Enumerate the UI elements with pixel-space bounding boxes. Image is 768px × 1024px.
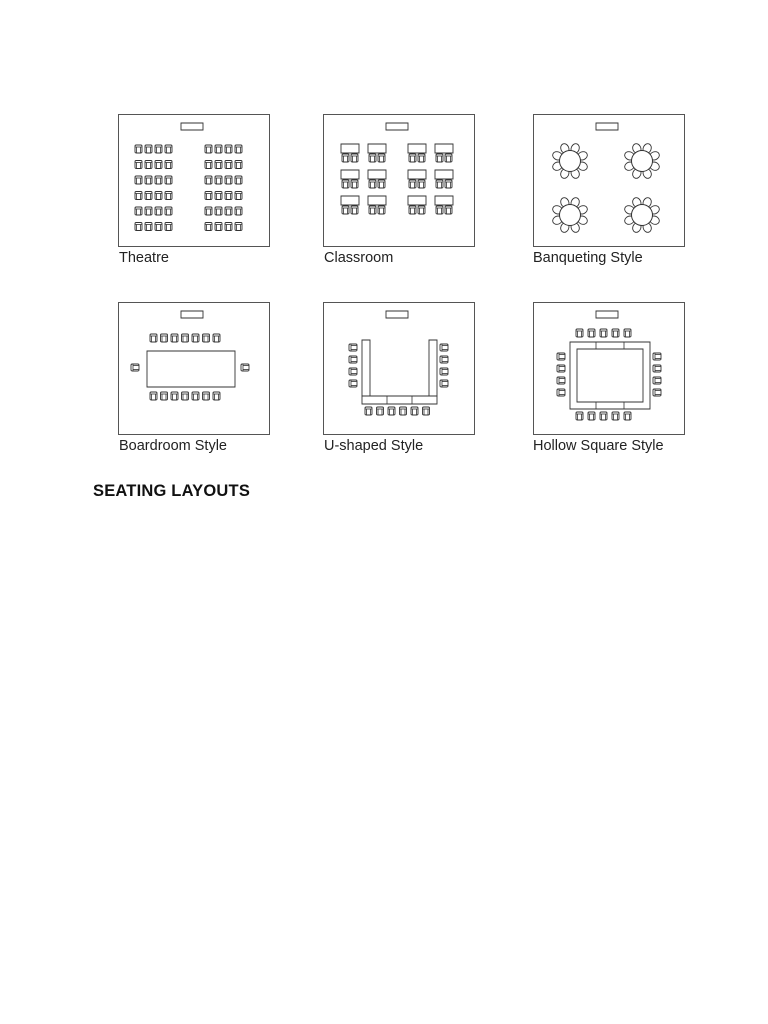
chair xyxy=(165,145,172,153)
chair xyxy=(349,344,357,351)
chair xyxy=(440,368,448,375)
chair xyxy=(365,407,372,415)
chair-seat xyxy=(165,161,172,169)
chair xyxy=(436,154,443,162)
chair xyxy=(653,377,661,384)
chair xyxy=(418,180,425,188)
chair xyxy=(377,407,384,415)
chair-seat xyxy=(557,353,565,360)
chair-seat xyxy=(588,412,595,420)
chair xyxy=(192,334,199,342)
hollow-square-drawing xyxy=(534,303,686,436)
chair-seat xyxy=(215,192,222,200)
section-heading: SEATING LAYOUTS xyxy=(93,482,251,500)
hollow-table-inner xyxy=(577,349,643,402)
chair xyxy=(612,412,619,420)
chair xyxy=(612,329,619,337)
chair xyxy=(349,368,357,375)
chair xyxy=(213,392,220,400)
desk xyxy=(368,170,386,179)
chair xyxy=(349,356,357,363)
desk xyxy=(368,144,386,153)
chair-seat xyxy=(418,206,425,214)
chair xyxy=(241,364,249,371)
chair xyxy=(135,176,142,184)
chair-seat xyxy=(225,145,232,153)
chair-seat xyxy=(155,223,162,231)
chair xyxy=(440,356,448,363)
chair-seat xyxy=(203,392,210,400)
chair xyxy=(135,145,142,153)
chair xyxy=(165,223,172,231)
chair xyxy=(155,192,162,200)
chair xyxy=(369,180,376,188)
chair-seat xyxy=(165,192,172,200)
chair-seat xyxy=(225,207,232,215)
chair-seat xyxy=(342,206,349,214)
boardroom-drawing xyxy=(119,303,271,436)
chair-seat xyxy=(225,192,232,200)
chair xyxy=(225,192,232,200)
desk xyxy=(408,144,426,153)
chair-seat xyxy=(215,207,222,215)
u-shaped-drawing xyxy=(324,303,476,436)
chair-seat xyxy=(161,334,168,342)
chair xyxy=(203,392,210,400)
chair-seat xyxy=(400,407,407,415)
chair xyxy=(155,176,162,184)
chair-seat xyxy=(131,364,139,371)
chair-seat xyxy=(213,334,220,342)
chair xyxy=(418,206,425,214)
chair xyxy=(600,412,607,420)
chair-seat xyxy=(165,176,172,184)
chair xyxy=(135,223,142,231)
chair-seat xyxy=(135,145,142,153)
chair-seat xyxy=(653,389,661,396)
chair-seat xyxy=(409,206,416,214)
chair xyxy=(557,353,565,360)
chair-seat xyxy=(440,368,448,375)
chair xyxy=(235,192,242,200)
chair xyxy=(588,329,595,337)
chair xyxy=(409,154,416,162)
chair xyxy=(145,145,152,153)
classroom-drawing xyxy=(324,115,476,248)
chair-seat xyxy=(225,161,232,169)
chair xyxy=(557,377,565,384)
chair-seat xyxy=(145,145,152,153)
chair xyxy=(135,161,142,169)
desk xyxy=(341,196,359,205)
chair-seat xyxy=(378,180,385,188)
chair-seat xyxy=(150,334,157,342)
chair xyxy=(351,154,358,162)
round-table xyxy=(632,151,653,172)
chair xyxy=(205,145,212,153)
chair-seat xyxy=(235,223,242,231)
chair-seat xyxy=(155,176,162,184)
chair xyxy=(145,207,152,215)
chair xyxy=(225,145,232,153)
chair-seat xyxy=(145,176,152,184)
lectern-table xyxy=(181,123,203,130)
chair xyxy=(600,329,607,337)
desk xyxy=(435,144,453,153)
chair xyxy=(165,176,172,184)
round-table-group xyxy=(623,142,660,179)
chair-seat xyxy=(351,206,358,214)
chair-seat xyxy=(445,206,452,214)
chair xyxy=(135,192,142,200)
chair-seat xyxy=(135,207,142,215)
chair-seat xyxy=(557,389,565,396)
chair-seat xyxy=(624,412,631,420)
chair xyxy=(215,176,222,184)
banqueting-diagram xyxy=(533,114,685,247)
chair xyxy=(213,334,220,342)
boardroom-caption: Boardroom Style xyxy=(119,438,227,454)
chair-seat xyxy=(436,206,443,214)
chair xyxy=(445,206,452,214)
chair-seat xyxy=(203,334,210,342)
chair-seat xyxy=(205,192,212,200)
chair xyxy=(155,207,162,215)
chair xyxy=(215,161,222,169)
lectern-table xyxy=(596,123,618,130)
chair-seat xyxy=(576,412,583,420)
chair xyxy=(436,180,443,188)
chair-seat xyxy=(215,145,222,153)
chair xyxy=(155,223,162,231)
hollow-square-diagram xyxy=(533,302,685,435)
chair xyxy=(215,207,222,215)
chair-seat xyxy=(165,223,172,231)
chair xyxy=(155,161,162,169)
chair-seat xyxy=(205,207,212,215)
chair xyxy=(205,192,212,200)
chair xyxy=(165,192,172,200)
chair-seat xyxy=(588,329,595,337)
chair-seat xyxy=(388,407,395,415)
theatre-drawing xyxy=(119,115,271,248)
chair-seat xyxy=(377,407,384,415)
round-table-group xyxy=(623,196,660,233)
chair-seat xyxy=(624,329,631,337)
chair xyxy=(161,334,168,342)
chair xyxy=(557,365,565,372)
chair-seat xyxy=(205,223,212,231)
desk xyxy=(435,170,453,179)
chair-seat xyxy=(135,176,142,184)
chair-seat xyxy=(365,407,372,415)
chair xyxy=(225,176,232,184)
chair-seat xyxy=(225,176,232,184)
chair-seat xyxy=(342,154,349,162)
chair-seat xyxy=(349,356,357,363)
chair xyxy=(225,223,232,231)
chair-seat xyxy=(600,412,607,420)
chair-seat xyxy=(369,206,376,214)
chair xyxy=(653,365,661,372)
chair-seat xyxy=(205,161,212,169)
chair xyxy=(205,176,212,184)
chair-seat xyxy=(135,223,142,231)
chair xyxy=(215,223,222,231)
chair xyxy=(182,392,189,400)
chair-seat xyxy=(225,223,232,231)
chair xyxy=(411,407,418,415)
chair xyxy=(576,412,583,420)
chair-seat xyxy=(378,154,385,162)
chair-seat xyxy=(351,180,358,188)
chair-seat xyxy=(155,145,162,153)
chair-seat xyxy=(378,206,385,214)
boardroom-diagram xyxy=(118,302,270,435)
round-table xyxy=(632,205,653,226)
chair-seat xyxy=(653,365,661,372)
chair-seat xyxy=(436,180,443,188)
boardroom-table xyxy=(147,351,235,387)
chair xyxy=(400,407,407,415)
chair xyxy=(423,407,430,415)
chair xyxy=(135,207,142,215)
chair-seat xyxy=(135,192,142,200)
chair-seat xyxy=(235,207,242,215)
chair-seat xyxy=(342,180,349,188)
chair xyxy=(409,180,416,188)
chair-seat xyxy=(369,180,376,188)
chair-seat xyxy=(182,334,189,342)
chair xyxy=(145,223,152,231)
u-table-left xyxy=(362,340,370,396)
chair xyxy=(351,206,358,214)
desk xyxy=(408,170,426,179)
chair xyxy=(342,206,349,214)
chair-seat xyxy=(440,356,448,363)
chair-seat xyxy=(411,407,418,415)
chair xyxy=(369,154,376,162)
chair xyxy=(624,329,631,337)
round-table xyxy=(560,205,581,226)
chair-seat xyxy=(155,192,162,200)
chair xyxy=(378,206,385,214)
u-shaped-diagram xyxy=(323,302,475,435)
chair-seat xyxy=(205,145,212,153)
chair-seat xyxy=(418,154,425,162)
chair-seat xyxy=(653,353,661,360)
chair-seat xyxy=(557,365,565,372)
chair-seat xyxy=(653,377,661,384)
chair xyxy=(653,389,661,396)
chair xyxy=(205,223,212,231)
chair xyxy=(171,334,178,342)
chair xyxy=(161,392,168,400)
chair xyxy=(165,207,172,215)
chair xyxy=(150,334,157,342)
chair xyxy=(440,380,448,387)
chair-seat xyxy=(215,223,222,231)
chair xyxy=(145,161,152,169)
chair xyxy=(150,392,157,400)
chair xyxy=(235,207,242,215)
chair-seat xyxy=(436,154,443,162)
chair xyxy=(182,334,189,342)
chair xyxy=(155,145,162,153)
chair-seat xyxy=(612,329,619,337)
round-table-group xyxy=(551,142,588,179)
chair-seat xyxy=(150,392,157,400)
chair-seat xyxy=(182,392,189,400)
chair xyxy=(388,407,395,415)
chair xyxy=(145,176,152,184)
chair-seat xyxy=(145,207,152,215)
classroom-caption: Classroom xyxy=(324,250,394,266)
chair-seat xyxy=(155,207,162,215)
chair-seat xyxy=(409,180,416,188)
chair-seat xyxy=(557,377,565,384)
chair-seat xyxy=(349,344,357,351)
chair-seat xyxy=(423,407,430,415)
chair-seat xyxy=(145,192,152,200)
chair-seat xyxy=(612,412,619,420)
chair xyxy=(215,192,222,200)
u-shaped-caption: U-shaped Style xyxy=(324,438,424,454)
chair xyxy=(445,180,452,188)
chair xyxy=(624,412,631,420)
chair xyxy=(342,154,349,162)
chair xyxy=(409,206,416,214)
chair-seat xyxy=(445,154,452,162)
chair-seat xyxy=(205,176,212,184)
chair-seat xyxy=(235,161,242,169)
chair-seat xyxy=(135,161,142,169)
chair xyxy=(576,329,583,337)
chair xyxy=(131,364,139,371)
chair-seat xyxy=(440,344,448,351)
chair-seat xyxy=(349,380,357,387)
u-table-right xyxy=(429,340,437,396)
chair xyxy=(557,389,565,396)
chair xyxy=(445,154,452,162)
chair xyxy=(225,207,232,215)
banqueting-caption: Banqueting Style xyxy=(533,250,643,266)
chair-seat xyxy=(213,392,220,400)
chair xyxy=(588,412,595,420)
hollow-square-caption: Hollow Square Style xyxy=(533,438,664,454)
lectern-table xyxy=(181,311,203,318)
lectern-table xyxy=(386,311,408,318)
desk xyxy=(408,196,426,205)
chair xyxy=(225,161,232,169)
chair-seat xyxy=(165,207,172,215)
chair xyxy=(145,192,152,200)
chair-seat xyxy=(171,392,178,400)
chair xyxy=(378,180,385,188)
chair xyxy=(342,180,349,188)
chair-seat xyxy=(161,392,168,400)
chair xyxy=(235,223,242,231)
classroom-diagram xyxy=(323,114,475,247)
chair-seat xyxy=(440,380,448,387)
chair xyxy=(215,145,222,153)
chair-seat xyxy=(235,192,242,200)
chair-seat xyxy=(145,161,152,169)
chair-seat xyxy=(235,145,242,153)
chair xyxy=(235,145,242,153)
chair xyxy=(203,334,210,342)
chair xyxy=(171,392,178,400)
chair xyxy=(349,380,357,387)
chair-seat xyxy=(576,329,583,337)
chair xyxy=(436,206,443,214)
chair-seat xyxy=(600,329,607,337)
chair-seat xyxy=(349,368,357,375)
chair-seat xyxy=(171,334,178,342)
chair xyxy=(205,161,212,169)
chair-seat xyxy=(351,154,358,162)
chair-seat xyxy=(241,364,249,371)
round-table xyxy=(560,151,581,172)
chair-seat xyxy=(235,176,242,184)
chair-seat xyxy=(192,392,199,400)
chair-seat xyxy=(418,180,425,188)
lectern-table xyxy=(386,123,408,130)
chair xyxy=(165,161,172,169)
chair-seat xyxy=(145,223,152,231)
round-table-group xyxy=(551,196,588,233)
chair-seat xyxy=(445,180,452,188)
desk xyxy=(341,170,359,179)
chair-seat xyxy=(369,154,376,162)
desk xyxy=(341,144,359,153)
theatre-caption: Theatre xyxy=(119,250,169,266)
chair-seat xyxy=(165,145,172,153)
chair-seat xyxy=(192,334,199,342)
chair-seat xyxy=(155,161,162,169)
chair xyxy=(653,353,661,360)
chair-seat xyxy=(215,161,222,169)
chair xyxy=(235,176,242,184)
theatre-diagram xyxy=(118,114,270,247)
chair xyxy=(235,161,242,169)
chair-seat xyxy=(215,176,222,184)
chair xyxy=(440,344,448,351)
u-table-bottom xyxy=(362,396,437,404)
desk xyxy=(368,196,386,205)
chair-seat xyxy=(409,154,416,162)
chair xyxy=(369,206,376,214)
chair xyxy=(418,154,425,162)
banqueting-drawing xyxy=(534,115,686,248)
desk xyxy=(435,196,453,205)
lectern-table xyxy=(596,311,618,318)
chair xyxy=(351,180,358,188)
chair xyxy=(378,154,385,162)
chair xyxy=(192,392,199,400)
chair xyxy=(205,207,212,215)
